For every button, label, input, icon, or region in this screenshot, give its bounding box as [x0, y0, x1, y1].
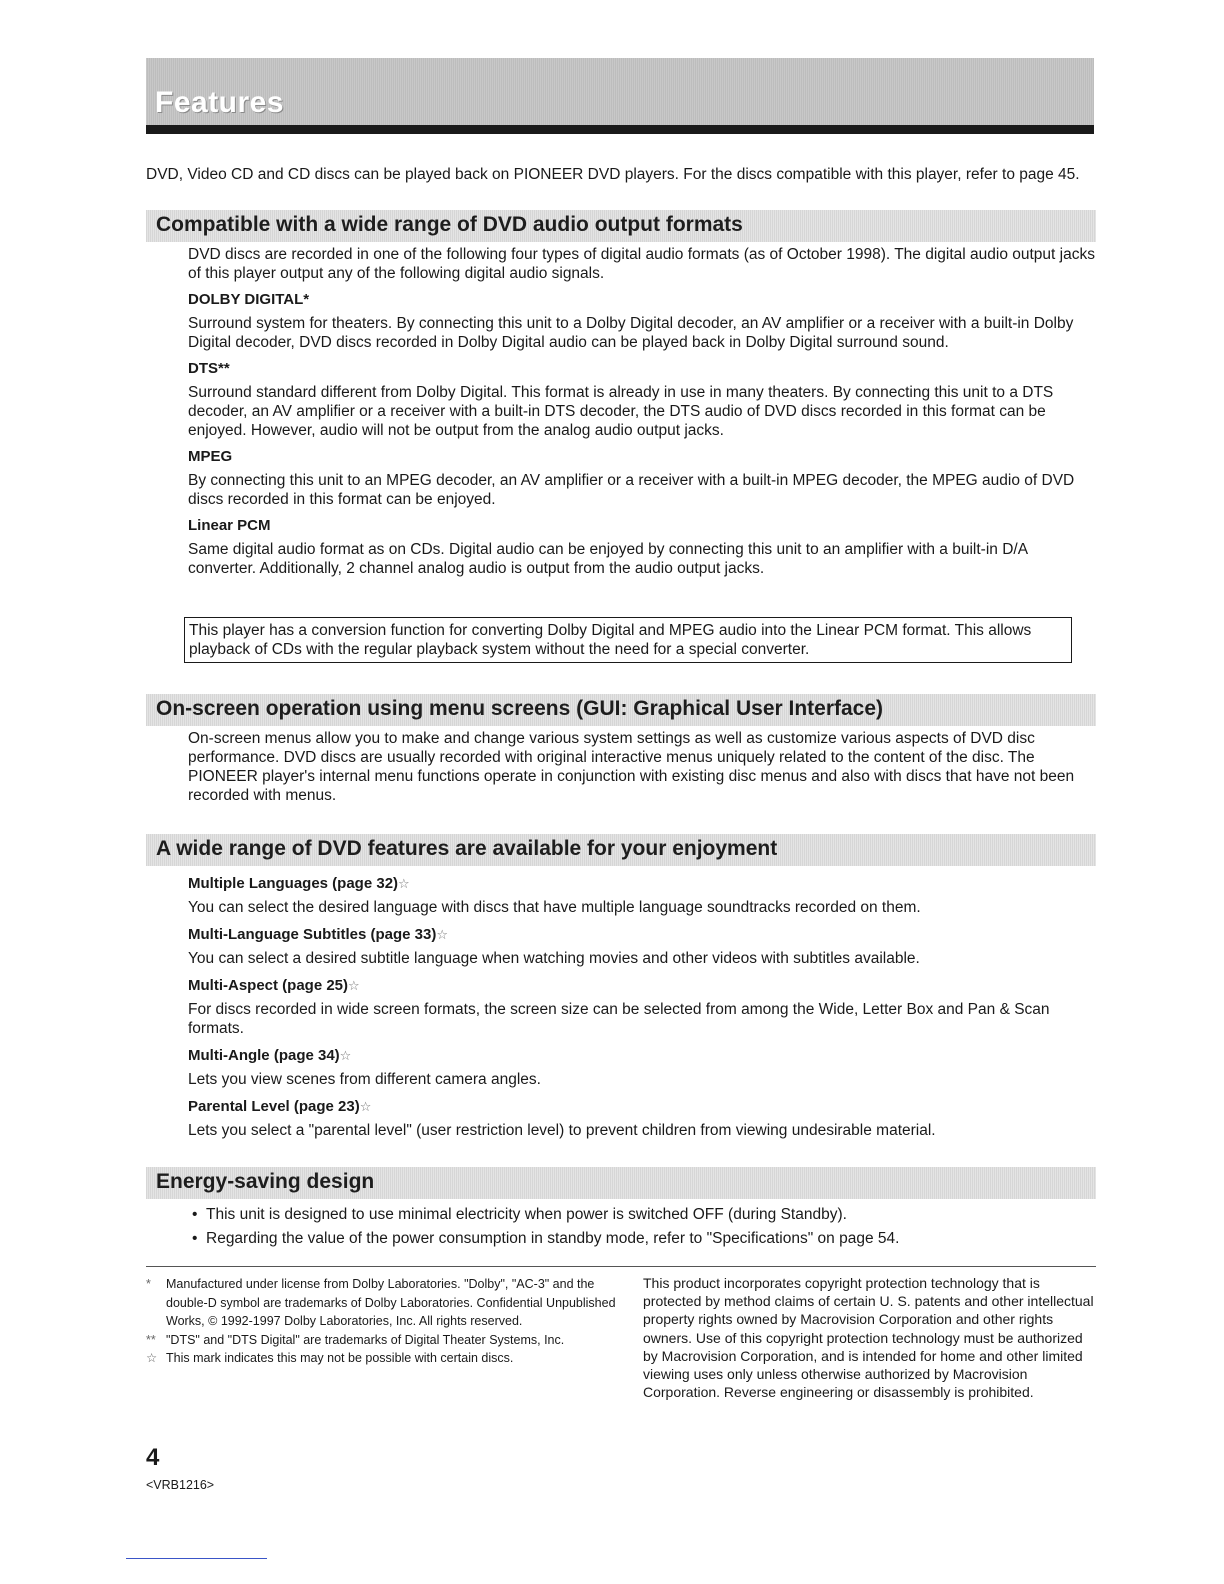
feature-text-aspect: For discs recorded in wide screen formats, the screen size can be selected from among the Wide, Letter Box and Pan & Scan formats. [188, 1001, 1050, 1037]
document-code: <VRB1216> [146, 1478, 215, 1492]
star-mark-icon: ☆ [436, 927, 449, 942]
star-mark-icon: ☆ [398, 876, 410, 891]
gui-body [188, 729, 1096, 805]
format-text-dolby: Surround system for theaters. By connecting this unit to a Dolby Digital decoder, an AV amplifier or a receiver with a built-in Dolby Digital decoder, DVD discs recorded in Dolby Digital audio can be played back in Dolby Digital surround sound. [188, 315, 1074, 351]
footnote [146, 1331, 616, 1350]
format-text-mpeg: By connecting this unit to an MPEG decoder, an AV amplifier or a receiver with a built-in MPEG decoder, the MPEG audio of DVD discs recorded in this format can be enjoyed. [188, 472, 1075, 508]
footnote-mark: * [146, 1277, 151, 1291]
section-title: A wide range of DVD features are available for your enjoyment [156, 837, 778, 860]
footnote-text: Manufactured under license from Dolby Laboratories. "Dolby", "AC-3" and the double-D symbol are trademarks of Dolby Laboratories. Confidential Unpublished Works, © 1992-1997 Dolby Laboratories, Inc. All rights reserved. [166, 1277, 616, 1328]
conversion-note-box: This player has a conversion function for converting Dolby Digital and MPEG audio into the Linear PCM format. This allows playback of CDs with the regular playback system without the need for a special converter. [184, 617, 1072, 663]
section-heading-gui [146, 694, 1096, 726]
features-body [188, 874, 1096, 1140]
format-title-lpcm: Linear PCM [188, 517, 271, 534]
feature-title-subtitles [188, 925, 1096, 944]
star-mark-icon: ☆ [359, 1099, 372, 1114]
title-banner [146, 58, 1094, 134]
gui-text: On-screen menus allow you to make and change various system settings as well as customize various aspects of DVD disc performance. DVD discs are usually recorded with original interactive menus uniquely related to the content of the disc. The PIONEER player's internal menu functions operate in conjunction with existing disc menus and also with discs that have not been recorded with menus. [188, 730, 1075, 804]
feature-text-angle: Lets you view scenes from different camera angles. [188, 1071, 541, 1088]
format-text-lpcm: Same digital audio format as on CDs. Digital audio can be enjoyed by connecting this unit to an amplifier with a built-in D/A converter. Additionally, 2 channel analog audio is output from the audio output jacks. [188, 541, 1028, 577]
footnotes [146, 1275, 616, 1368]
feature-title-text: Multi-Language Subtitles (page 33) [188, 926, 437, 943]
feature-title-parental [188, 1097, 1096, 1116]
feature-text-subtitles: You can select a desired subtitle language when watching movies and other videos with subtitles available. [188, 950, 920, 967]
energy-bullet-list [188, 1203, 1088, 1251]
feature-title-aspect [188, 976, 1096, 995]
section-heading-features [146, 834, 1096, 866]
section-title: Compatible with a wide range of DVD audio output formats [156, 213, 743, 236]
page-title: Features [155, 86, 285, 119]
footnote-text: This mark indicates this may not be possible with certain discs. [166, 1351, 514, 1365]
list-item: • Regarding the value of the power consumption in standby mode, refer to "Specifications" on page 54. [188, 1227, 1088, 1251]
section-title: Energy-saving design [156, 1170, 375, 1193]
footnote-mark: ** [146, 1332, 156, 1347]
format-title-dolby: DOLBY DIGITAL* [188, 291, 310, 308]
footnote-text: "DTS" and "DTS Digital" are trademarks of Digital Theater Systems, Inc. [166, 1332, 565, 1347]
feature-title-text: Parental Level (page 23) [188, 1098, 360, 1115]
feature-title-languages [188, 874, 1096, 893]
intro-text: DVD, Video CD and CD discs can be played back on PIONEER DVD players. For the discs compatible with this player, refer to page 45. [146, 166, 1080, 183]
feature-text-languages: You can select the desired language with discs that have multiple language soundtracks recorded on them. [188, 899, 921, 916]
section-heading-energy [146, 1167, 1096, 1199]
copyright-protection-notice: This product incorporates copyright protection technology that is protected by method claims of certain U. S. patents and other intellectual property rights owned by Macrovision Corporation and other rights owners. Use of this copyright protection technology must be authorized by Macrovision Corporation, and is intended for home and other limited viewing uses only unless otherwise authorized by Macrovision Corporation. Reverse engineering or disassembly is prohibited. [643, 1275, 1094, 1401]
feature-title-text: Multi-Aspect (page 25) [188, 977, 349, 994]
footnote-divider [146, 1266, 1096, 1267]
audio-intro: DVD discs are recorded in one of the following four types of digital audio formats (as of October 1998). The digital audio output jacks of this player output any of the following digital audio signals. [188, 246, 1095, 282]
star-mark-icon: ☆ [348, 978, 360, 993]
format-text-dts: Surround standard different from Dolby Digital. This format is already in use in many theaters. By connecting this unit to a DTS decoder, an AV amplifier or a receiver with a built-in DTS decoder, the DTS audio of DVD discs recorded in this format can be enjoyed. However, audio will not be output from the analog audio output jacks. [188, 384, 1054, 439]
section-heading-audio [146, 210, 1096, 242]
section-title: On-screen operation using menu screens (GUI: Graphical User Interface) [156, 697, 884, 720]
feature-text-parental: Lets you select a "parental level" (user restriction level) to prevent children from viewing undesirable material. [188, 1122, 936, 1139]
footnote [146, 1349, 616, 1368]
feature-title-angle [188, 1046, 1096, 1065]
footnote [146, 1275, 616, 1331]
star-mark-icon: ☆ [146, 1351, 158, 1365]
bottom-underline-mark [126, 1558, 267, 1559]
star-mark-icon: ☆ [339, 1048, 352, 1063]
feature-title-text: Multi-Angle (page 34) [188, 1047, 340, 1064]
audio-formats-body [188, 245, 1096, 578]
page-number: 4 [146, 1444, 160, 1471]
format-title-mpeg: MPEG [188, 448, 233, 465]
feature-title-text: Multiple Languages (page 32) [188, 875, 399, 892]
format-title-dts: DTS** [188, 360, 230, 377]
list-item: • This unit is designed to use minimal electricity when power is switched OFF (during Standby). [188, 1203, 1088, 1227]
